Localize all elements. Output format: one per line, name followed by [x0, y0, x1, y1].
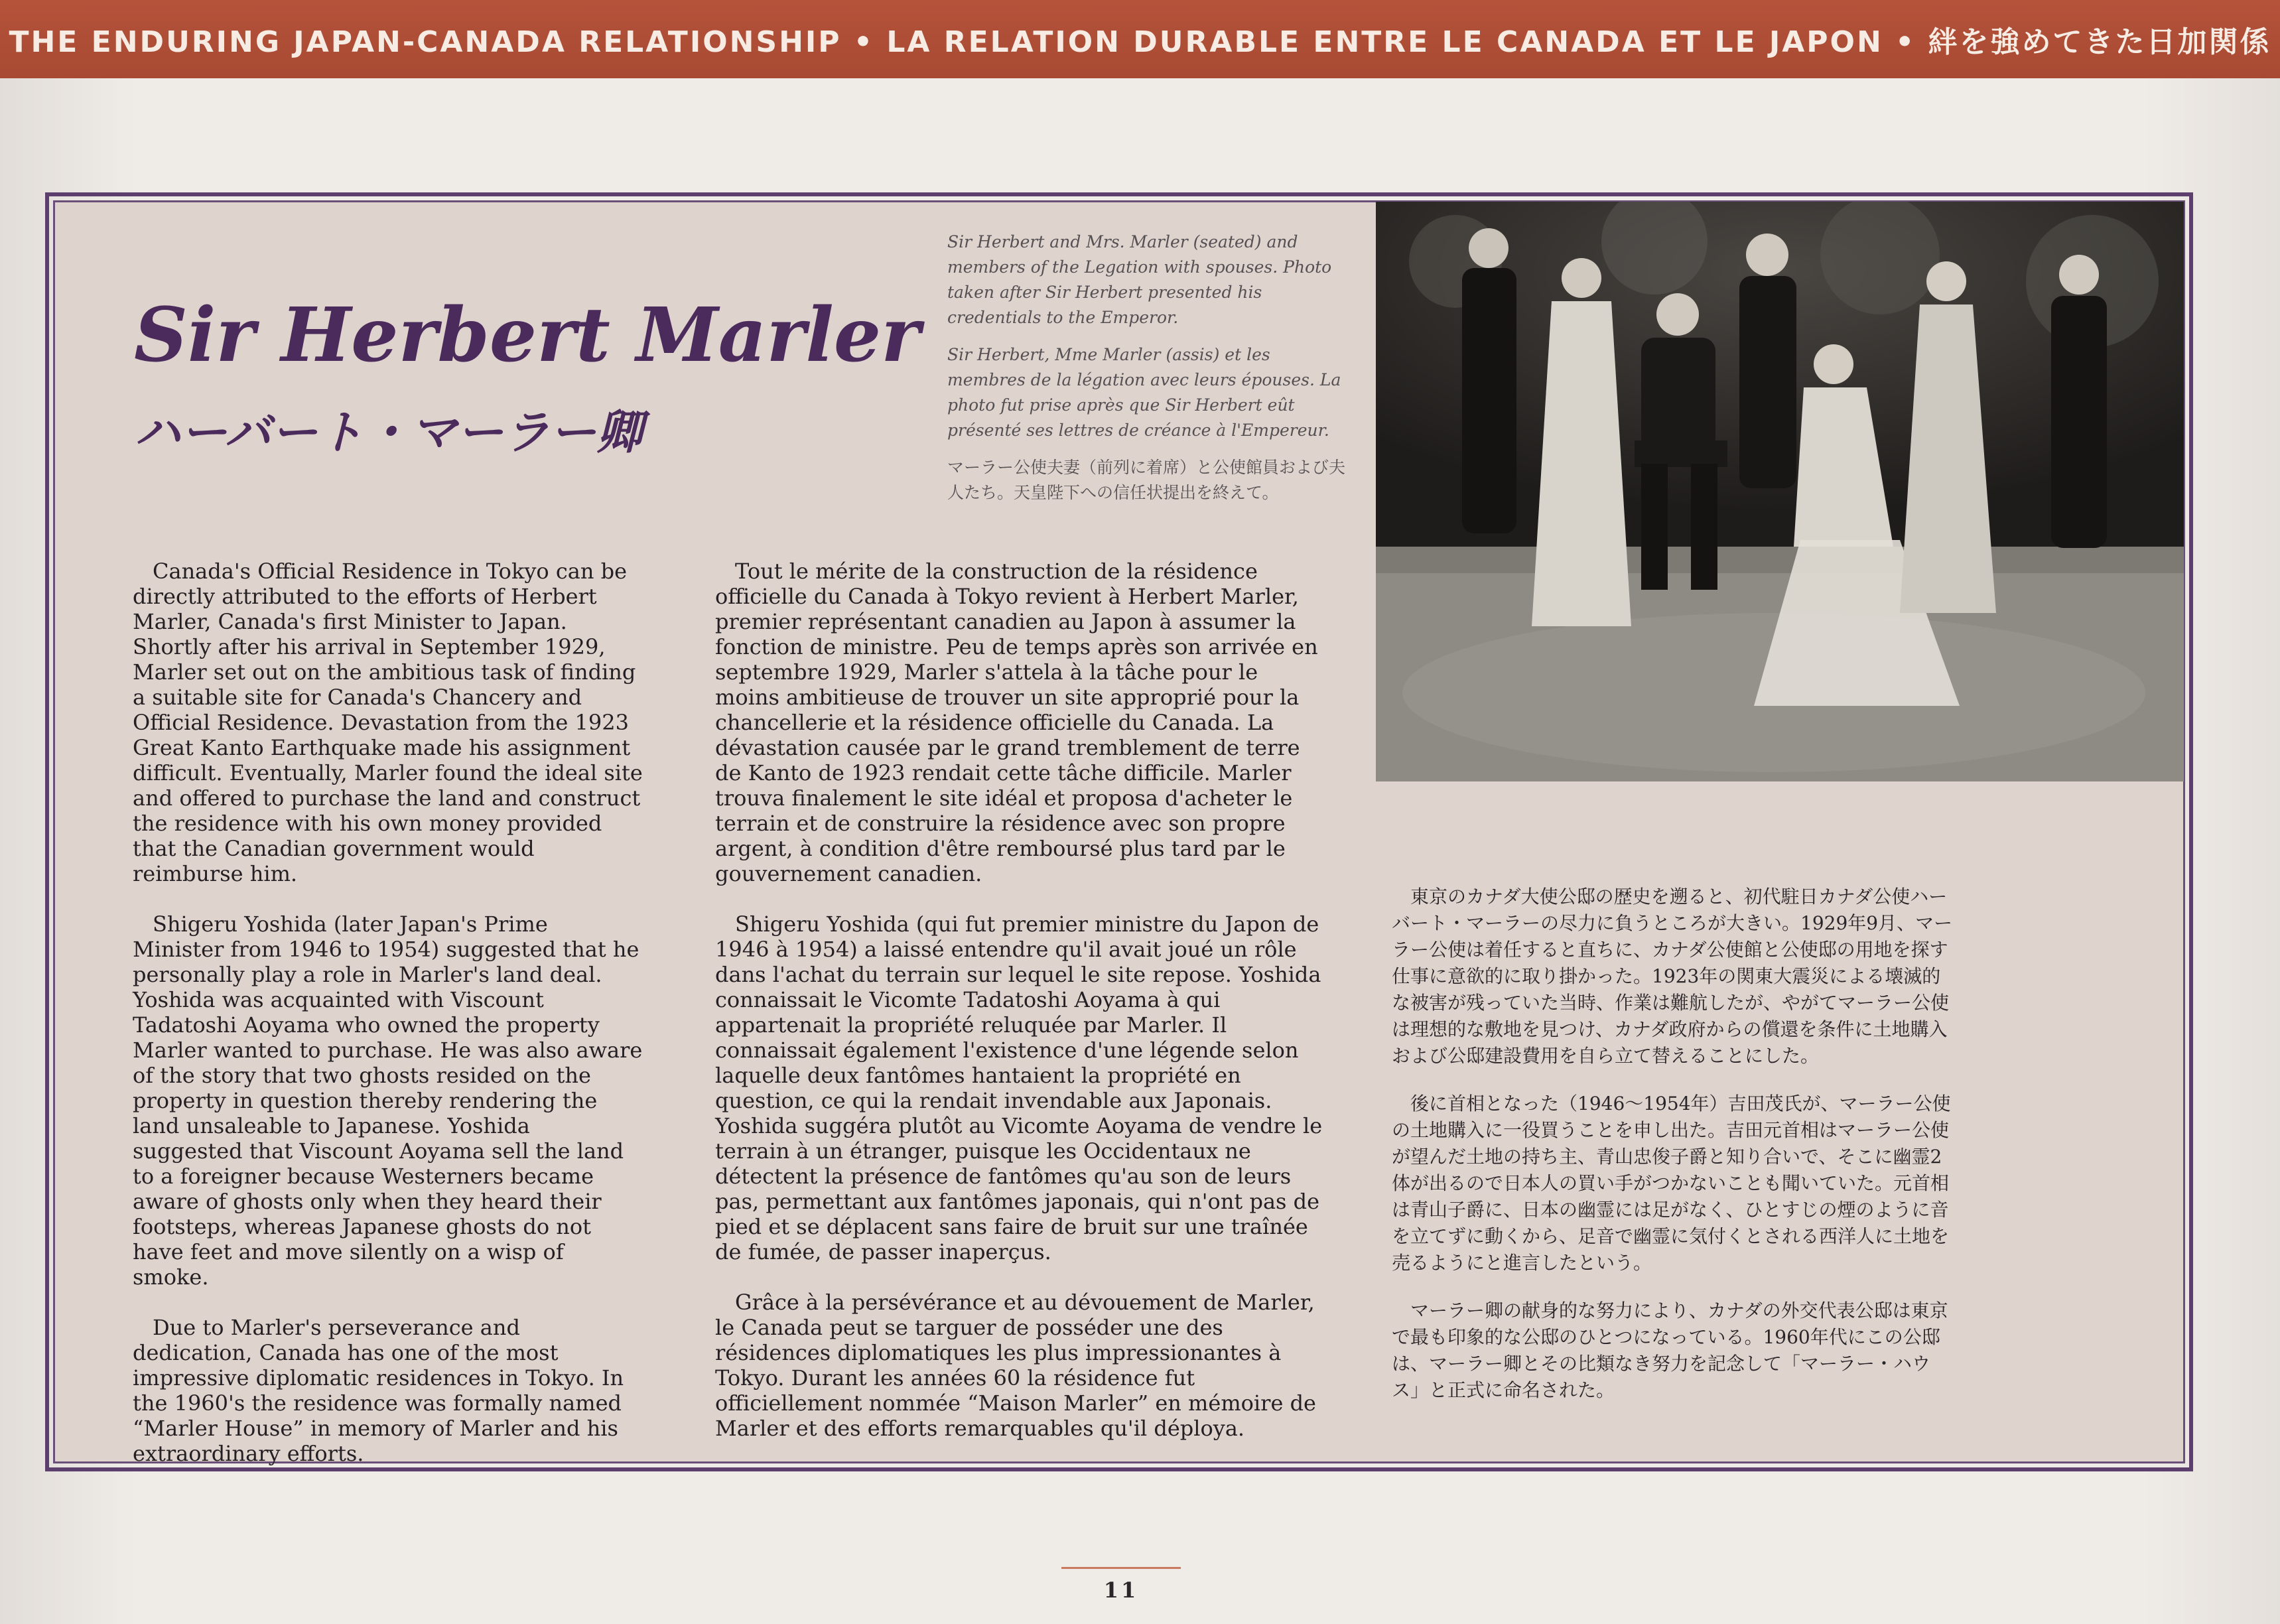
- photo-caption: [947, 230, 1353, 517]
- article-title: Sir Herbert Marler: [134, 292, 921, 379]
- caption-en: Sir Herbert and Mrs. Marler (seated) and members of the Legation with spouses. Photo taken after Sir Herbert presented his credentials to the Emperor.: [947, 232, 1332, 327]
- body-japanese: [1392, 884, 1956, 1425]
- paragraph-fr-2: Shigeru Yoshida (qui fut premier ministre du Japon de 1946 à 1954) a laissé entendre qu'il avait joué un rôle dans l'achat du terrain sur lequel le site repose. Yoshida connaissait le Vicomte Tadatoshi Aoyama à qui appartenait la propriété reluquée par Marler. Il connaissait également l'existence d'une légende selon laquelle deux fantômes hantaient la propriété en question, ce qui la rendait invendable aux Japonais. Yoshida suggéra plutôt au Vicomte Aoyama de vendre le terrain à un étranger, puisque les Occidentaux ne détectent la présence de fantômes qu'au son de leurs pas, permettant aux fantômes japonais, qui n'ont pas de pied et se déplacent sans faire de bruit sur une traînée de fumée, de passer inaperçus.: [715, 912, 1323, 1264]
- legation-group-photo: [1376, 202, 2184, 781]
- caption-jp: マーラー公使夫妻（前列に着席）と公使館員および夫人たち。天皇陛下への信任状提出を終えて。: [947, 458, 1346, 502]
- article-title-jp: ハーバート・マーラー卿: [134, 405, 643, 460]
- standing-man-left: [1462, 228, 1516, 533]
- banner-text: THE ENDURING JAPAN-CANADA RELATIONSHIP • LA RELATION DURABLE ENTRE LE CANADA ET LE JAPON • 絆を強めてきた日加関係: [9, 25, 2271, 59]
- page-number: 11: [1103, 1578, 1139, 1603]
- paragraph-en-3: Due to Marler's perseverance and dedication, Canada has one of the most impressive diplomatic residences in Tokyo. In the 1960's the residence was formally named “Marler House” in memory of Marler and his extraordinary efforts.: [133, 1315, 624, 1466]
- page-number-rule: [1061, 1567, 1181, 1569]
- caption-fr: Sir Herbert, Mme Marler (assis) et les membres de la légation avec leurs épouses. La photo fut prise après que Sir Herbert eût présenté ses lettres de créance à l'Empereur.: [947, 345, 1341, 440]
- paragraph-en-1: Canada's Official Residence in Tokyo can be directly attributed to the efforts of Herbert Marler, Canada's first Minister to Japan. Shortly after his arrival in September 1929, Marler set out on the ambitious task of finding a suitable site for Canada's Chancery and Official Residence. Devastation from the 1923 Great Kanto Earthquake made his assignment difficult. Eventually, Marler found the ideal site and offered to purchase the land and construct the residence with his own money provided that the Canadian government would reimburse him.: [133, 559, 643, 886]
- body-english: [133, 559, 643, 1491]
- photo-illustration: [1376, 202, 2184, 781]
- paragraph-fr-3: Grâce à la persévérance et au dévouement de Marler, le Canada peut se targuer de posséder une des résidences diplomatiques les plus impressionantes à Tokyo. Durant les années 60 la résidence fut officiellement nommée “Maison Marler” en mémoire de Marler et des efforts remarquables qu'il déploya.: [715, 1290, 1316, 1441]
- paragraph-en-2: Shigeru Yoshida (later Japan's Prime Minister from 1946 to 1954) suggested that he personally play a role in Marler's land deal. Yoshida was acquainted with Viscount Tadatoshi Aoyama who owned the property Marler wanted to purchase. He was also aware of the story that two ghosts resided on the property in question thereby rendering the land unsaleable to Japanese. Yoshida suggested that Viscount Aoyama sell the land to a foreigner because Westerners became aware of ghosts only when they heard their footsteps, whereas Japanese ghosts do not have feet and move silently on a wisp of smoke.: [133, 912, 643, 1290]
- paragraph-jp-2: 後に首相となった（1946～1954年）吉田茂氏が、マーラー公使の土地購入に一役買うことを申し出た。吉田元首相はマーラー公使が望んだ土地の持ち主、青山忠俊子爵と知り合いで、そこに幽霊2体が出るので日本人の買い手がつかないことも聞いていた。元首相は青山子爵に、日本の幽霊には足がなく、ひとすじの煙のように音を立てずに動くから、足音で幽霊に気付くとされる西洋人に土地を売るようにと進言したという。: [1392, 1093, 1951, 1274]
- standing-man-right: [2051, 255, 2107, 548]
- paragraph-jp-3: マーラー卿の献身的な努力により、カナダの外交代表公邸は東京で最も印象的な公邸のひとつになっている。1960年代にこの公邸は、マーラー卿とその比類なき努力を記念して「マーラー・ハウス」と正式に命名された。: [1392, 1300, 1948, 1401]
- paragraph-fr-1: Tout le mérite de la construction de la résidence officielle du Canada à Tokyo revient à Herbert Marler, premier représentant canadien au Japon à assumer la fonction de ministre. Peu de temps après son arrivée en septembre 1929, Marler s'attela à la tâche pour le moins ambitieuse de trouver un site approprié pour la chancellerie et la résidence officielle du Canada. La dévastation causée par le grand tremblement de terre de Kanto de 1923 rendait cette tâche difficile. Marler trouva finalement le site idéal et proposa d'acheter le terrain et de construire la résidence avec son propre argent, à condition d'être remboursé plus tard par le gouvernement canadien.: [715, 559, 1318, 886]
- header-banner: [0, 0, 2280, 78]
- paragraph-jp-1: 東京のカナダ大使公邸の歴史を遡ると、初代駐日カナダ公使ハーバート・マーラーの尽力に負うところが大きい。1929年9月、マーラー公使は着任すると直ちに、カナダ公使館と公使邸の用地を探す仕事に意欲的に取り掛かった。1923年の関東大震災による壊滅的な被害が残っていた当時、作業は難航したが、やがてマーラー公使は理想的な敷地を見つけ、カナダ政府からの償還を条件に土地購入および公邸建設費用を自ら立て替えることにした。: [1392, 886, 1953, 1067]
- body-french: [715, 559, 1325, 1466]
